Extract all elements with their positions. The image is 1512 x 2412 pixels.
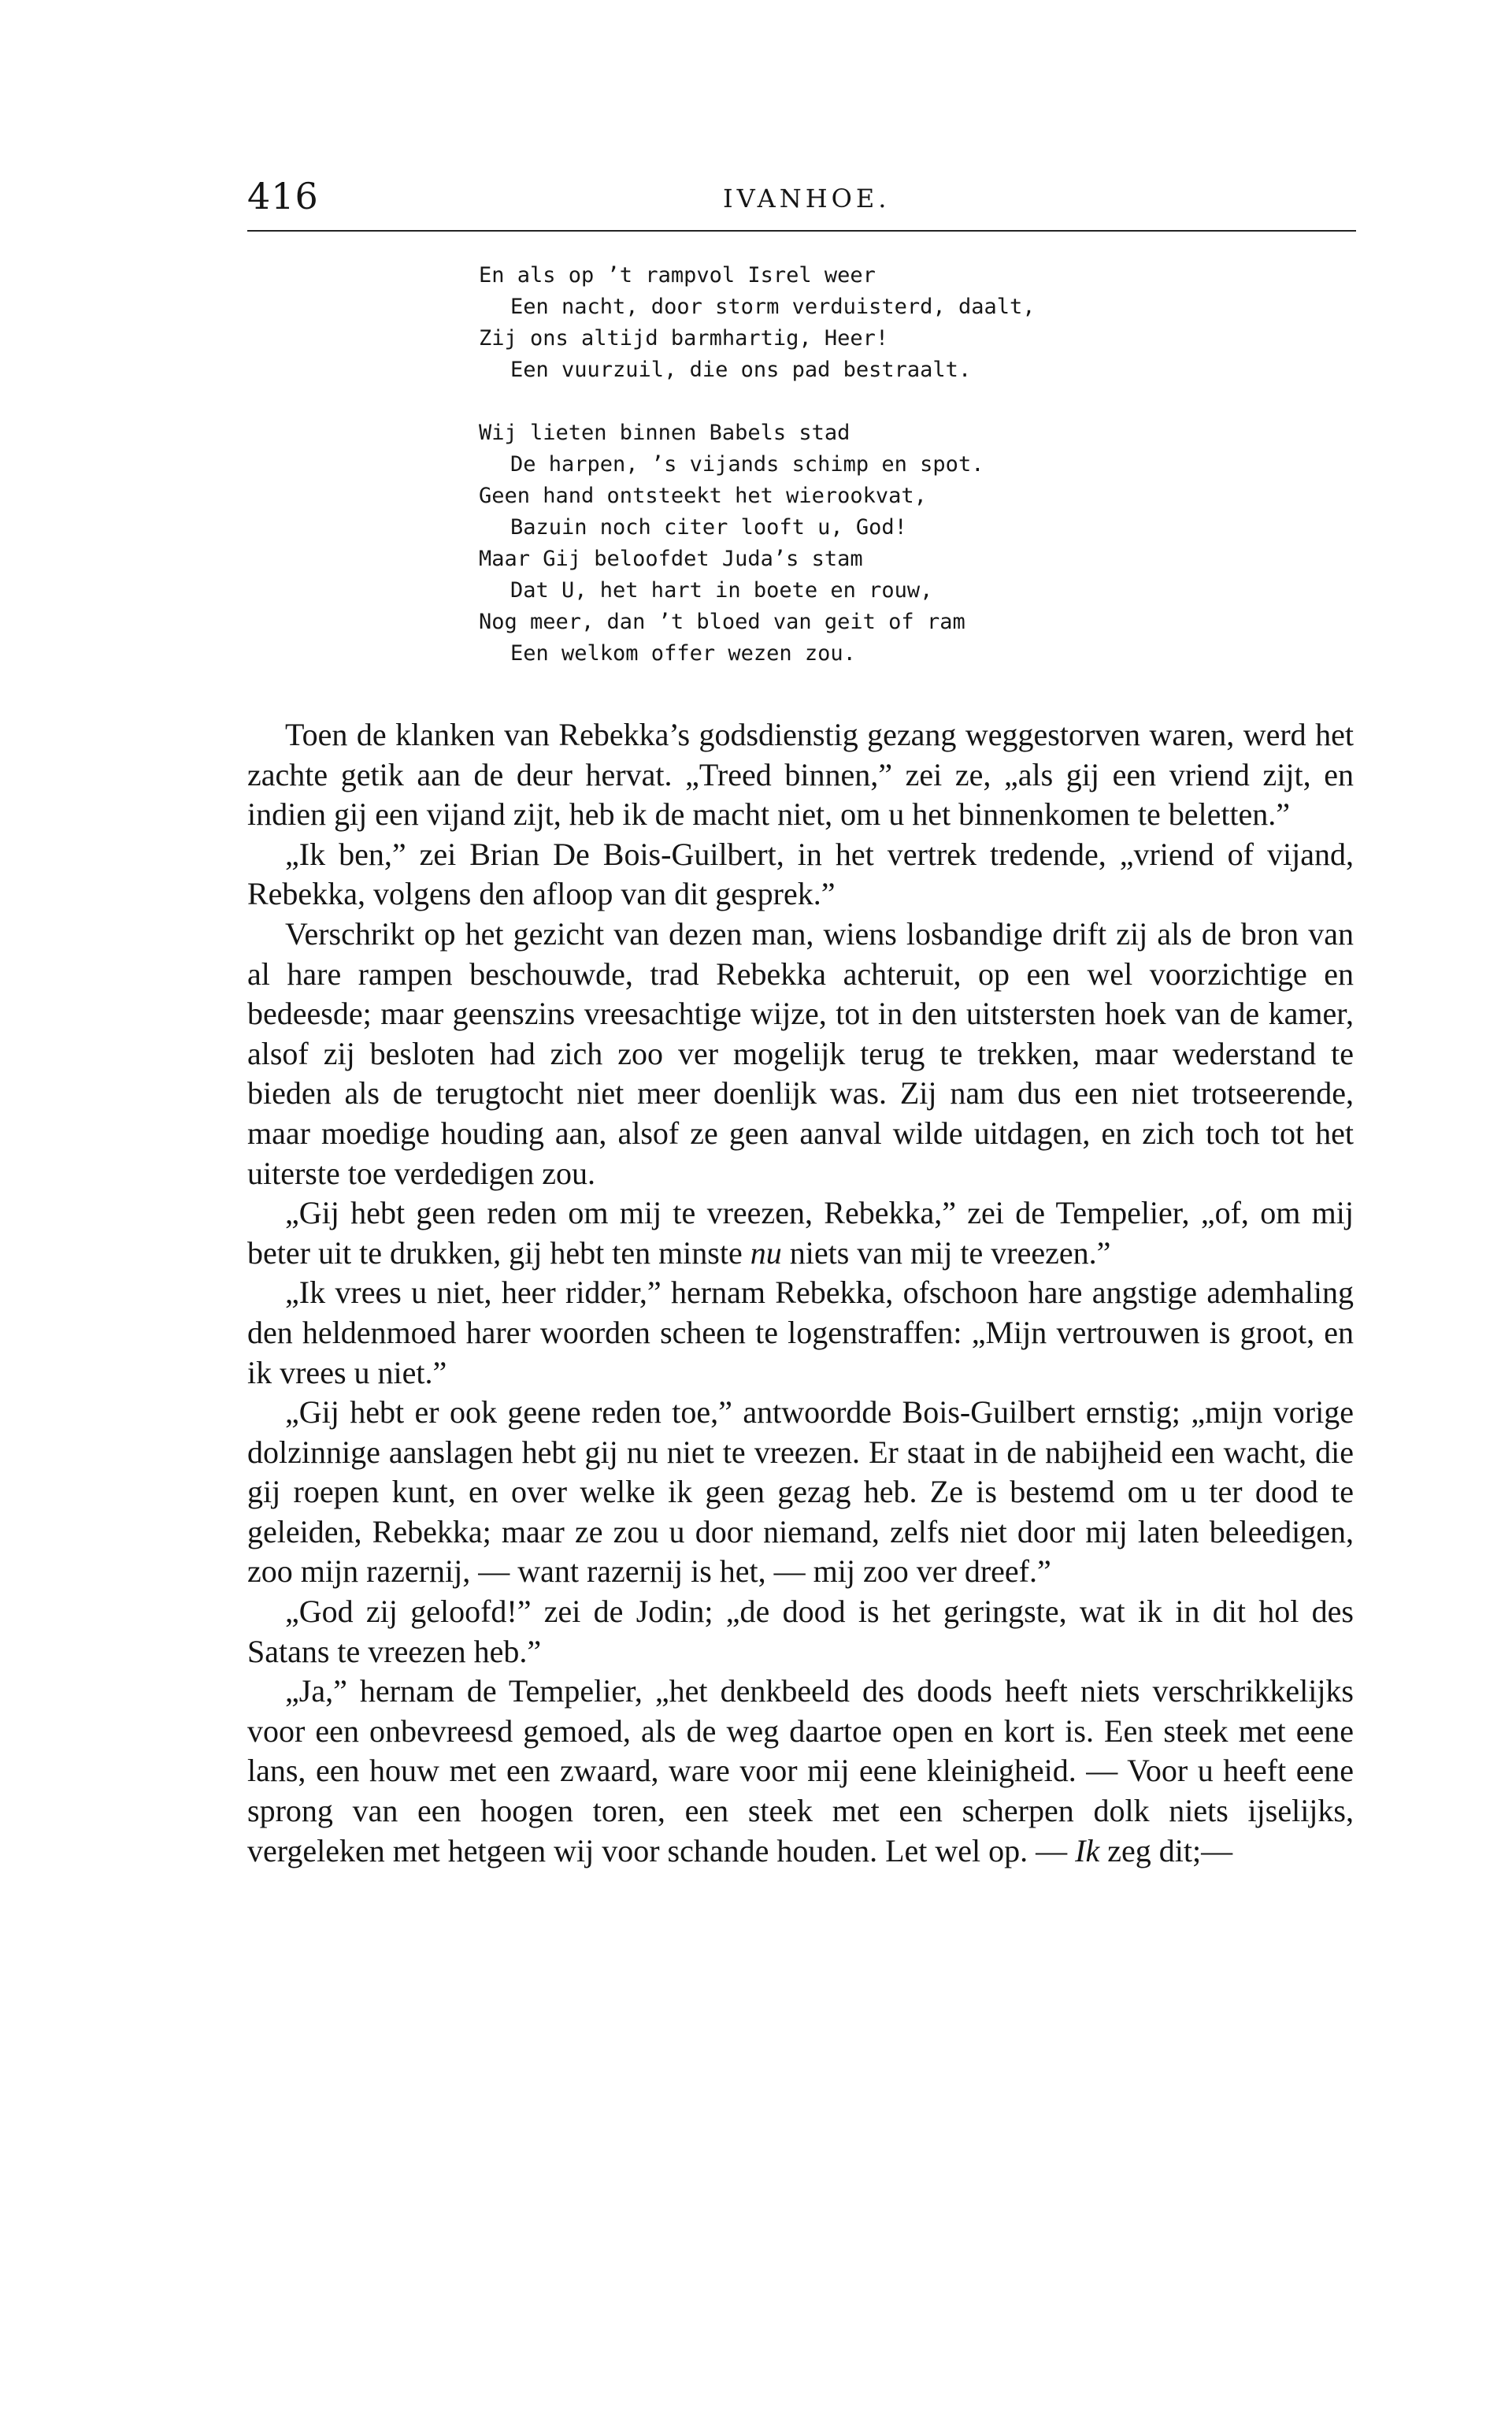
poem-line: Dat U, het hart in boete en rouw, xyxy=(510,578,933,603)
poem-line: Een nacht, door storm verduisterd, daalt, xyxy=(510,295,1036,319)
italic-word: nu xyxy=(750,1234,782,1271)
poem-line: Geen hand ontsteekt het wierookvat, xyxy=(479,484,927,508)
running-title: IVANHOE. xyxy=(723,184,891,213)
paragraph-text: „Gij hebt geen reden om mij te vreezen, Rebekka,” zei de Tempelier, „of, om mij beter uit te drukken, gij hebt ten minste xyxy=(247,1195,1354,1271)
paragraph-text: zeg dit;— xyxy=(1099,1832,1233,1868)
header-rule xyxy=(247,230,1356,232)
paragraph xyxy=(247,1672,1354,1871)
poem xyxy=(479,260,1188,670)
poem-stanza-2 xyxy=(479,417,1188,670)
paragraph: Verschrikt op het gezicht van dezen man, wiens losbandige drift zij als de bron van al hare rampen beschouwde, trad Rebekka achteruit, op een wel voorzichtige en bedeesde; maar geenszins vreesachtige wijze, tot in den uitstersten hoek van de kamer, alsof zij besloten had zich zoo ver mogelijk terug te trekken, maar wederstand te bieden als de terugtocht niet meer doenlijk was. Zij nam dus een niet trotseerende, maar moedige houding aan, alsof ze geen aanval wilde uitdagen, en zich toch tot het uiterste toe verdedigen zou. xyxy=(247,915,1354,1191)
poem-line: Maar Gij beloofdet Juda’s stam xyxy=(479,547,863,571)
paragraph: Toen de klanken van Rebekka’s godsdienstig gezang weggestorven waren, werd het zachte getik aan de deur hervat. „Treed binnen,” zei ze, „als gij een vriend zijt, en indien gij een vijand zijt, heb ik de macht niet, om u het binnenkomen te beletten.” xyxy=(247,717,1354,833)
poem-line: Een welkom offer wezen zou. xyxy=(510,641,856,666)
paragraph: „Gij hebt er ook geene reden toe,” antwoordde Bois-Guilbert ernstig; „mijn vorige dolzinnige aanslagen hebt gij nu niet te vreezen. Er staat in de nabijheid een wacht, die gij roepen kunt, en over welke ik geen gezag heb. Ze is bestemd om u ter dood te geleiden, Rebekka; maar ze zou u door niemand, zelfs niet door mij laten beleedigen, zoo mijn razernij, — want razernij is het, — mij zoo ver dreef.” xyxy=(247,1394,1354,1590)
page-header xyxy=(247,175,1356,221)
paragraph-text: niets van mij te vreezen.” xyxy=(781,1234,1111,1271)
poem-line: Nog meer, dan ’t bloed van geit of ram xyxy=(479,610,965,634)
poem-line: Een vuurzuil, die ons pad bestraalt. xyxy=(510,358,972,382)
italic-word: Ik xyxy=(1075,1832,1100,1868)
paragraph: „Ik vrees u niet, heer ridder,” hernam Rebekka, ofschoon hare angstige ademhaling den heldenmoed harer woorden scheen te logenstraffen: „Mijn vertrouwen is groot, en ik vrees u niet.” xyxy=(247,1275,1354,1390)
paragraph xyxy=(247,1193,1354,1273)
poem-line: Zij ons altijd barmhartig, Heer! xyxy=(479,326,889,351)
poem-line: En als op ’t rampvol Isrel weer xyxy=(479,263,876,288)
paragraph: „Ik ben,” zei Brian De Bois-Guilbert, in het vertrek tredende, „vriend of vijand, Rebekka, volgens den afloop van dit gesprek.” xyxy=(247,836,1354,912)
page-number: 416 xyxy=(247,175,319,217)
paragraph: „God zij geloofd!” zei de Jodin; „de dood is het geringste, wat ik in dit hol des Satans te vreezen heb.” xyxy=(247,1594,1354,1669)
paragraph-text: „Ja,” hernam de Tempelier, „het denkbeeld des doods heeft niets verschrikkelijks voor een onbevreesd gemoed, als de weg daartoe open en kort is. Een steek met eene lans, een houw met een zwaard, ware voor mij eene kleinigheid. — Voor u heeft eene sprong van een hoogen toren, een steek met een scherpen dolk niets ijselijks, vergeleken met hetgeen wij voor schande houden. Let wel op. — xyxy=(247,1673,1354,1868)
poem-stanza-1 xyxy=(479,260,1188,386)
poem-line: Wij lieten binnen Babels stad xyxy=(479,421,850,445)
body-text xyxy=(247,715,1354,1871)
poem-line: De harpen, ’s vijands schimp en spot. xyxy=(510,452,984,477)
poem-line: Bazuin noch citer looft u, God! xyxy=(510,515,907,540)
